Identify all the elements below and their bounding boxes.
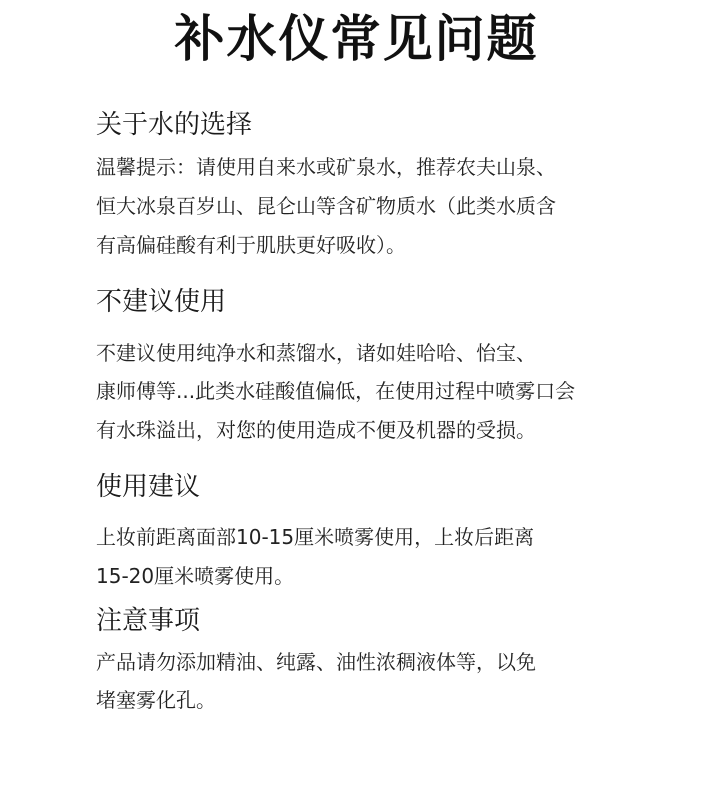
section-text-line: 有水珠溢出，对您的使用造成不便及机器的受损。 [96,418,536,442]
section-heading-not-recommended: 不建议使用 [96,287,227,317]
page-title: 补水仪常见问题 [174,10,539,68]
section-text-line: 堵塞雾化孔。 [96,688,216,712]
section-text-line: 有高偏硅酸有利于肌肤更好吸收）。 [96,233,406,257]
section-heading-water-choice: 关于水的选择 [96,110,253,140]
section-text-line: 康师傅等...此类水硅酸值偏低，在使用过程中喷雾口会 [96,379,576,403]
section-heading-precautions: 注意事项 [96,606,201,636]
section-heading-usage-advice: 使用建议 [96,472,201,502]
section-text-line: 15-20厘米喷雾使用。 [96,564,295,588]
section-text-line: 上妆前距离面部10-15厘米喷雾使用，上妆后距离 [96,525,535,549]
section-text-line: 恒大冰泉百岁山、昆仑山等含矿物质水（此类水质含 [96,194,556,218]
section-text-line: 不建议使用纯净水和蒸馏水，诸如娃哈哈、怡宝、 [96,341,536,365]
section-text-line: 产品请勿添加精油、纯露、油性浓稠液体等，以免 [96,650,536,674]
section-text-line: 温馨提示：请使用自来水或矿泉水，推荐农夫山泉、 [96,155,556,179]
